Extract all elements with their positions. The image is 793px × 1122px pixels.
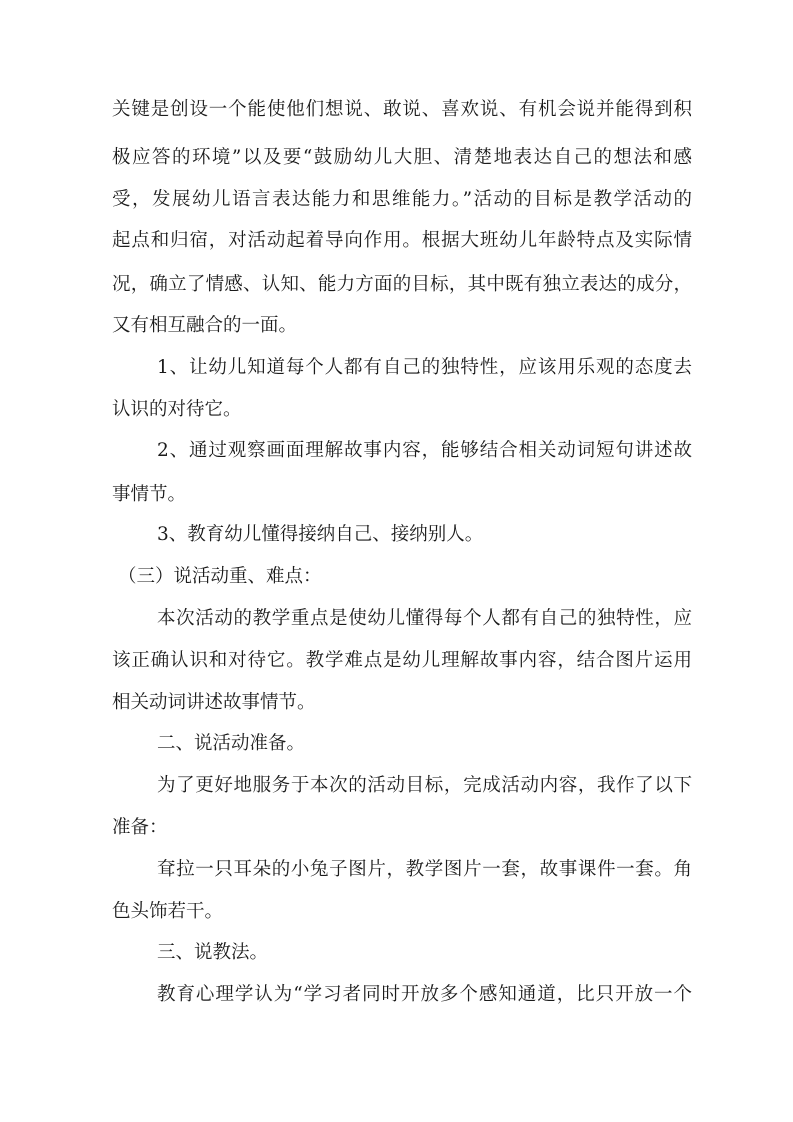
text-line: 本次活动的教学重点是使幼儿懂得每个人都有自己的独特性，应 [157, 608, 692, 629]
text-line: 准备： [112, 817, 168, 838]
text-line: 起点和归宿，对活动起着导向作用。根据大班幼儿年龄特点及实际情 [112, 230, 692, 251]
text-line: 事情节。 [112, 484, 187, 505]
text-line: 又有相互融合的一面。 [112, 315, 298, 336]
text-line: 色头饰若干。 [112, 901, 224, 922]
text-line: 况，确立了情感、认知、能力方面的目标，其中既有独立表达的成分， [112, 274, 692, 295]
text-line: 2、通过观察画面理解故事内容，能够结合相关动词短句讲述故 [157, 440, 692, 461]
text-line: 3、教育幼儿懂得接纳自己、接纳别人。 [157, 524, 484, 545]
text-line: 耷拉一只耳朵的小兔子图片，教学图片一套，故事课件一套。角 [157, 859, 692, 880]
text-line: 认识的对待它。 [112, 399, 242, 420]
section-heading: 三、说教法。 [157, 942, 269, 963]
text-line: 教育心理学认为“学习者同时开放多个感知通道，比只开放一个 [157, 984, 692, 1005]
section-heading: （三）说活动重、难点： [118, 566, 322, 587]
text-line: 1、让幼儿知道每个人都有自己的独特性，应该用乐观的态度去 [157, 357, 692, 378]
text-line: 关键是创设一个能使他们想说、敢说、喜欢说、有机会说并能得到积 [112, 99, 692, 120]
section-heading: 二、说活动准备。 [157, 733, 306, 754]
text-line: 极应答的环境”以及要“鼓励幼儿大胆、清楚地表达自己的想法和感 [112, 147, 692, 168]
text-line: 相关动词讲述故事情节。 [112, 692, 316, 713]
text-line: 受，发展幼儿语言表达能力和思维能力。”活动的目标是教学活动的 [112, 189, 692, 210]
text-line: 该正确认识和对待它。教学难点是幼儿理解故事内容，结合图片运用 [112, 650, 692, 671]
text-line: 为了更好地服务于本次的活动目标，完成活动内容，我作了以下 [157, 775, 692, 796]
